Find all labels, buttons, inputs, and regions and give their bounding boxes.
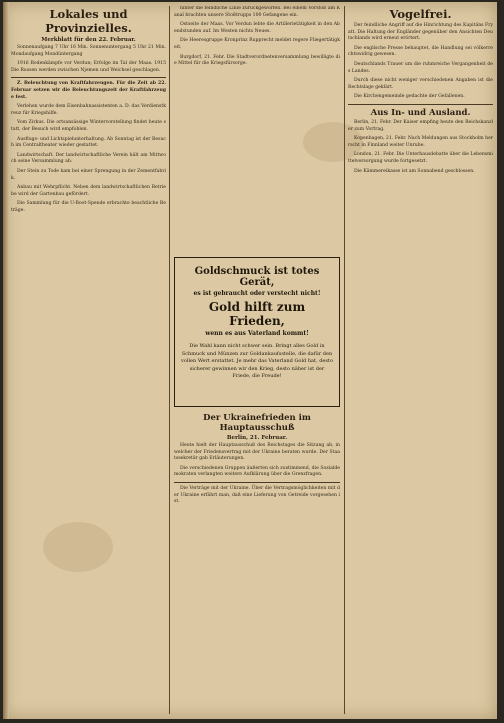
article-paragraph: London, 21. Febr. Die Unterhausdebatte über die Lebensmittelversorgung wurde fortgesetzt. (348, 152, 493, 164)
section-subheading: Merkblatt für den 22. Februar. (41, 37, 136, 43)
article-paragraph: Heute hielt der Hauptausschuß des Reichstages die Sitzung ab, in welcher der Friedensvertrag mit der Ukraine beraten wurde. Der Staatssekretär gab Erläuterungen. (174, 443, 340, 462)
article-dateline: Berlin, 21. Februar. (226, 435, 288, 441)
article-paragraph: Die Kirchengemeinde gedachte der Gefallenen. (354, 94, 465, 100)
article-paragraph: Die Verträge mit der Ukraine. Über die Vertragsmöglichkeiten mit der Ukraine erfährt man, daß eine Lieferung von Getreide vorgesehen ist. (174, 485, 340, 505)
appeal-headline: Goldschmuck ist totes Gerät, (194, 266, 320, 288)
article-paragraph: Berlin, 21. Febr. Der Kaiser empfing heute den Reichskanzler zum Vortrag. (348, 119, 493, 132)
column-rule (344, 6, 345, 714)
separator (174, 482, 340, 483)
section-heading-local: Lokales und Provinzielles. (45, 7, 132, 35)
article-paragraph: Die Sammlung für die U-Boot-Spende erbrachte beachtliche Beträge. (11, 201, 166, 213)
appeal-subline: es ist gebraucht oder verstecht nicht! (193, 290, 321, 297)
appeal-headline-2: Gold hilft zum Frieden, (208, 300, 306, 328)
section-heading-abroad: Aus In- und Ausland. (370, 107, 471, 118)
column-vogelfrei (348, 6, 493, 714)
article-paragraph: Burgdorf, 21. Febr. Die Stadtverordnetenversammlung bewilligte die Mittel für die Kriegsfürsorge. (174, 54, 340, 67)
article-paragraph: hinter die feindliche Linie zurückgeworfen. Bei einem Vorstoß am Kanal brachten unsere Stoßtrupps 100 Gefangene ein. (174, 6, 340, 18)
article-paragraph: Die Heeresgruppe Kronprinz Rupprecht meldet regere Fliegertätigkeit. (174, 38, 340, 50)
newspaper-page (3, 2, 497, 719)
column-war-news (174, 6, 340, 254)
column-local-news (11, 6, 166, 714)
article-paragraph: Verlehen wurde dem Eisenbahnassistenten a. D. das Verdienstkreuz für Kriegshilfe. (11, 104, 166, 116)
column-ukraine-article (174, 412, 340, 714)
article-paragraph: Vom Zirkus. Die ortsansässige Wintervorstellung findet heute statt, der Besuch wird empfohlen. (11, 120, 166, 132)
article-paragraph: Die verschiedenen Gruppen äußerten sich zustimmend, die Sozialdemokraten verlangten weitere Aufklärung über die Grenzfragen. (174, 465, 340, 478)
article-paragraph: Der Stein zu Tode kam bei einer Sprengung in der Zementfabrik. (11, 168, 166, 181)
page-fold-shadow (3, 2, 9, 719)
column-rule (169, 6, 170, 714)
article-paragraph: Der feindliche Angriff auf die Hinrichtung des Kapitäns Fryatt. Die Haltung der Engländer gegenüber den Ansichten Deutschlands wird erneut erörtert. (348, 23, 493, 42)
article-paragraph: Ausflugs- und Lichtspielunterhaltung. Ab Sonntag ist der Besuch im Centraltheater wieder gestattet. (11, 136, 166, 149)
article-paragraph: Deutschlands Trauer um die ruhmreiche Vergangenheit des Landes. (348, 61, 493, 74)
article-paragraph: Sonnenaufgang 7 Uhr 16 Min. Sonnenuntergang 5 Uhr 21 Min. Mondaufgang Mondüntergang (11, 45, 166, 57)
separator (11, 77, 166, 78)
appeal-body: Die Wahl kann nicht schwer sein. Bringt alles Gold in Schmuck und Münzen zur Goldankaufsstelle, die dafür den vollen Wert erstattet. Je mehr das Vaterland Gold hat, desto sicherer gewinnen wir den Krieg, desto näher ist der Friede, die Freude! (181, 343, 333, 380)
article-heading-ukraine: Der Ukrainefrieden im Hauptausschuß (203, 413, 311, 433)
article-paragraph: Kopenhagen, 21. Febr. Nach Meldungen aus Stockholm herrscht in Finnland weiter Unruhe. (348, 136, 493, 148)
section-heading-vogelfrei: Vogelfrei. (389, 7, 452, 21)
article-paragraph: 1916 Bodenkämpfe vor Verdun; Erfolge im Tal der Maas. 1915 Die Russen werden zwischen Njemen und Weichsel geschlagen. (11, 61, 166, 73)
article-paragraph: Die Kämmereikasse ist am Sonnabend geschlossen. (354, 168, 475, 174)
article-paragraph: Anbau mit Wehrpflicht. Neben dem landwirtschaftlichen Betriebe wird der Gartenbau gefördert. (11, 185, 166, 197)
gold-appeal-box (174, 257, 340, 407)
article-paragraph: Durch diese nicht weniger verschiedenen Angaben ist die Rechtslage geklärt. (348, 78, 493, 90)
article-paragraph: Ostseite der Maas. Vor Verdun lebte die Artillerietätigkeit in den Abendstunden auf. Im Westen nichts Neues. (174, 22, 340, 34)
separator (348, 104, 493, 105)
appeal-subline-2: wenn es aus Vaterland kommt! (205, 330, 309, 337)
article-paragraph: Landwirtschaft. Der landwirtschaftliche Verein hält am Mittwoch seine Versammlung ab. (11, 152, 166, 165)
article-paragraph: Die englische Presse behauptet, die Handlung sei völkerrechtswidrig gewesen. (348, 45, 493, 58)
article-paragraph: Z. Beleuchtung von Kraftfahrzeugen. Für die Zeit ab 22. Februar setzen wir die Beleuchtungszeit der Kraftfahrzeuge fest. (11, 81, 166, 100)
